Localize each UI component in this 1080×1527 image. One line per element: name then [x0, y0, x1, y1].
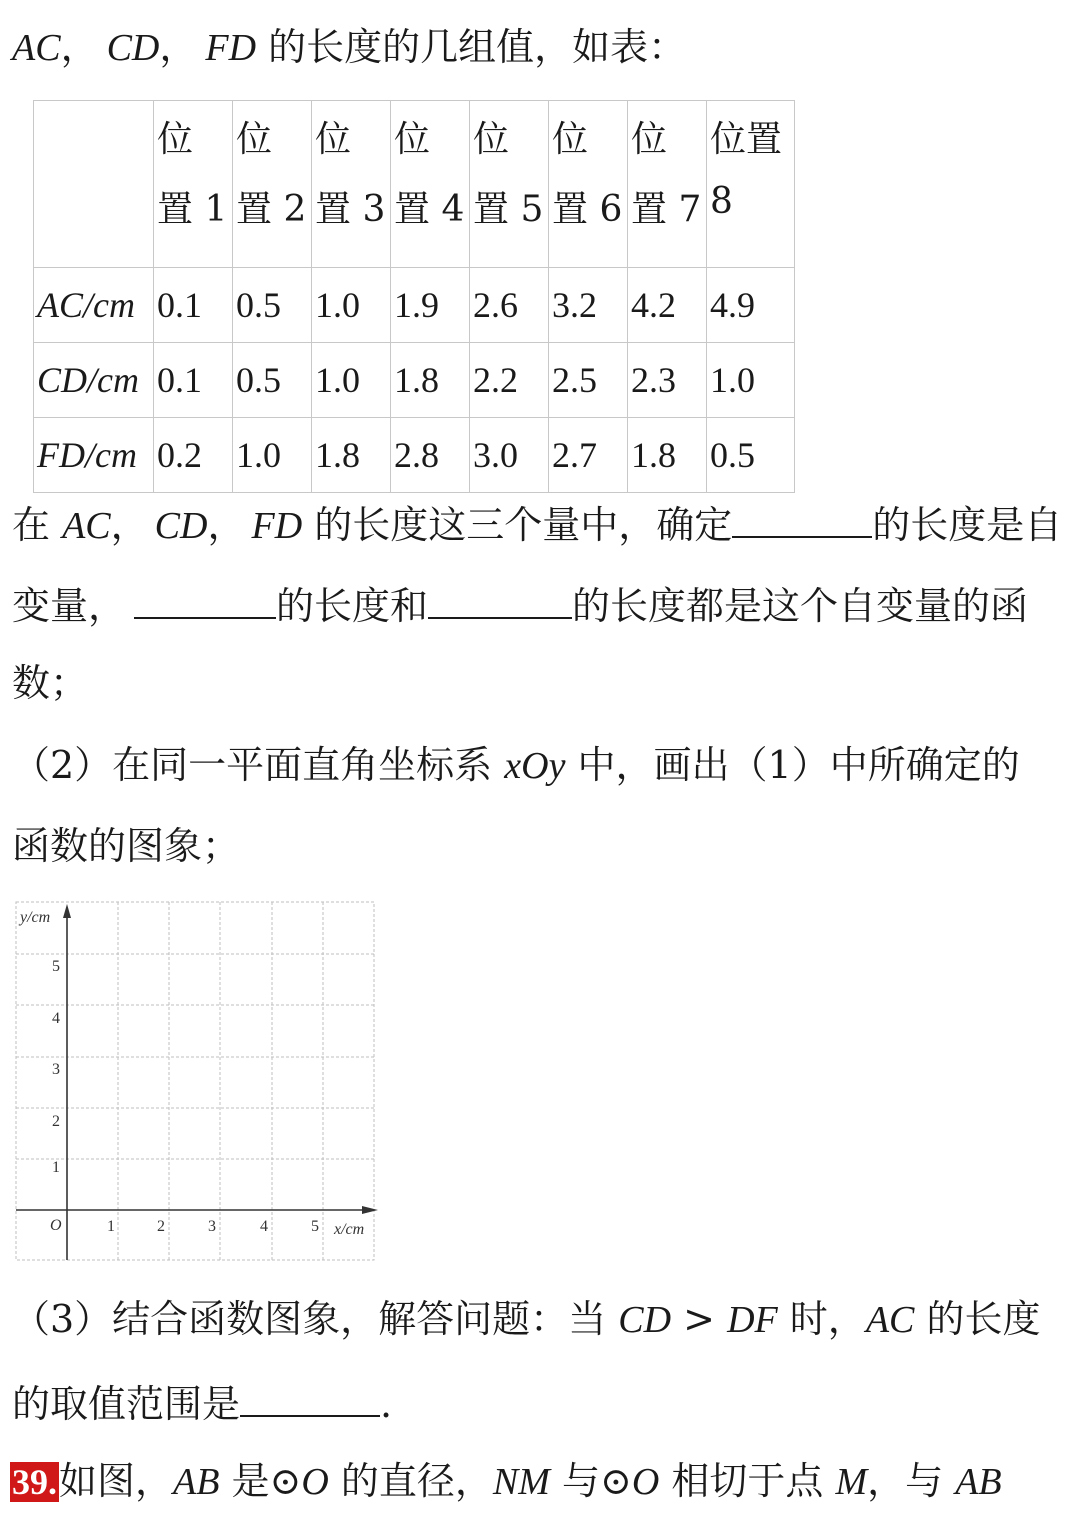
x-tick-label: 4 [260, 1218, 268, 1235]
table-cell: 4.2 [628, 268, 707, 343]
table-header-row [34, 101, 795, 268]
header-cell: 位 置 2 [233, 101, 312, 268]
table-cell: 0.1 [154, 343, 233, 418]
table-row [34, 268, 795, 343]
data-table [33, 100, 795, 493]
answer-blank[interactable] [134, 583, 276, 619]
y-tick-label: 2 [52, 1113, 60, 1130]
y-tick-label: 1 [52, 1159, 60, 1176]
table-cell: 2.3 [628, 343, 707, 418]
origin-label: O [50, 1217, 62, 1234]
coordinate-grid [14, 900, 380, 1262]
q3-line-1: （3）结合函数图象，解答问题：当 CD > DF 时，AC 的长度 [12, 1297, 1041, 1341]
q2-line-2: 函数的图象； [12, 824, 241, 868]
comma: ， [60, 25, 99, 69]
row-label: CD/cm [34, 343, 154, 418]
row-label: FD/cm [34, 418, 154, 493]
q3-line-2: 的取值范围是 . [12, 1382, 393, 1427]
table-cell: 0.2 [154, 418, 233, 493]
q1-line-2: 变量， 的长度和 的长度都是这个自变量的函 [12, 584, 1029, 629]
table-cell: 0.5 [233, 343, 312, 418]
x-tick-label: 2 [157, 1218, 165, 1235]
table-cell: 2.2 [470, 343, 549, 418]
x-axis-label: x/cm [334, 1221, 365, 1238]
y-tick-label: 4 [52, 1010, 60, 1027]
table-row [34, 343, 795, 418]
x-tick-label: 5 [311, 1218, 319, 1235]
header-cell: 位 置 7 [628, 101, 707, 268]
var-ac: AC [12, 27, 61, 69]
answer-blank[interactable] [428, 583, 572, 619]
x-axis-arrow-icon [362, 1206, 378, 1214]
table-cell: 1.8 [312, 418, 391, 493]
comma: ， [159, 25, 198, 69]
table-cell: 2.8 [391, 418, 470, 493]
table-cell: 1.0 [233, 418, 312, 493]
intro-line [12, 25, 687, 69]
table-cell: 1.9 [391, 268, 470, 343]
header-cell: 位 置 1 [154, 101, 233, 268]
intro-text: 的长度的几组值，如表： [256, 25, 687, 69]
table-cell: 0.5 [707, 418, 795, 493]
table-cell: 0.1 [154, 268, 233, 343]
grid-lines [16, 902, 374, 1260]
table-cell: 2.7 [549, 418, 628, 493]
q39-line-1: 39.如图，AB 是⊙O 的直径，NM 与⊙O 相切于点 M，与 AB [12, 1459, 1002, 1503]
answer-blank[interactable] [240, 1381, 380, 1417]
table-corner-cell [34, 101, 154, 268]
table-cell: 3.2 [549, 268, 628, 343]
x-tick-label: 1 [107, 1218, 115, 1235]
q2-line-1: （2）在同一平面直角坐标系 xOy 中，画出（1）中所确定的 [12, 743, 1020, 787]
q1-line-1: 在 AC， CD， FD 的长度这三个量中，确定 的长度是自 [12, 503, 1063, 548]
header-cell: 位 置 4 [391, 101, 470, 268]
table-cell: 0.5 [233, 268, 312, 343]
y-axis-label: y/cm [20, 909, 51, 926]
x-tick-label: 3 [208, 1218, 216, 1235]
table-row [34, 418, 795, 493]
table-cell: 1.0 [312, 343, 391, 418]
table-cell: 2.6 [470, 268, 549, 343]
var-cd: CD [106, 27, 160, 69]
header-cell: 位 置 6 [549, 101, 628, 268]
header-cell: 位 置 5 [470, 101, 549, 268]
var-fd: FD [205, 27, 257, 69]
table-cell: 1.8 [628, 418, 707, 493]
y-tick-label: 5 [52, 958, 60, 975]
header-cell: 位置 8 [707, 101, 795, 268]
y-axis-arrow-icon [63, 904, 71, 918]
table-cell: 1.0 [707, 343, 795, 418]
table-cell: 4.9 [707, 268, 795, 343]
table-cell: 1.0 [312, 268, 391, 343]
row-label: AC/cm [34, 268, 154, 343]
table-cell: 3.0 [470, 418, 549, 493]
question-number-badge: 39. [12, 1462, 57, 1502]
header-cell: 位 置 3 [312, 101, 391, 268]
table-cell: 2.5 [549, 343, 628, 418]
y-tick-label: 3 [52, 1061, 60, 1078]
q1-line-3: 数； [12, 661, 89, 705]
table-cell: 1.8 [391, 343, 470, 418]
answer-blank[interactable] [732, 502, 872, 538]
